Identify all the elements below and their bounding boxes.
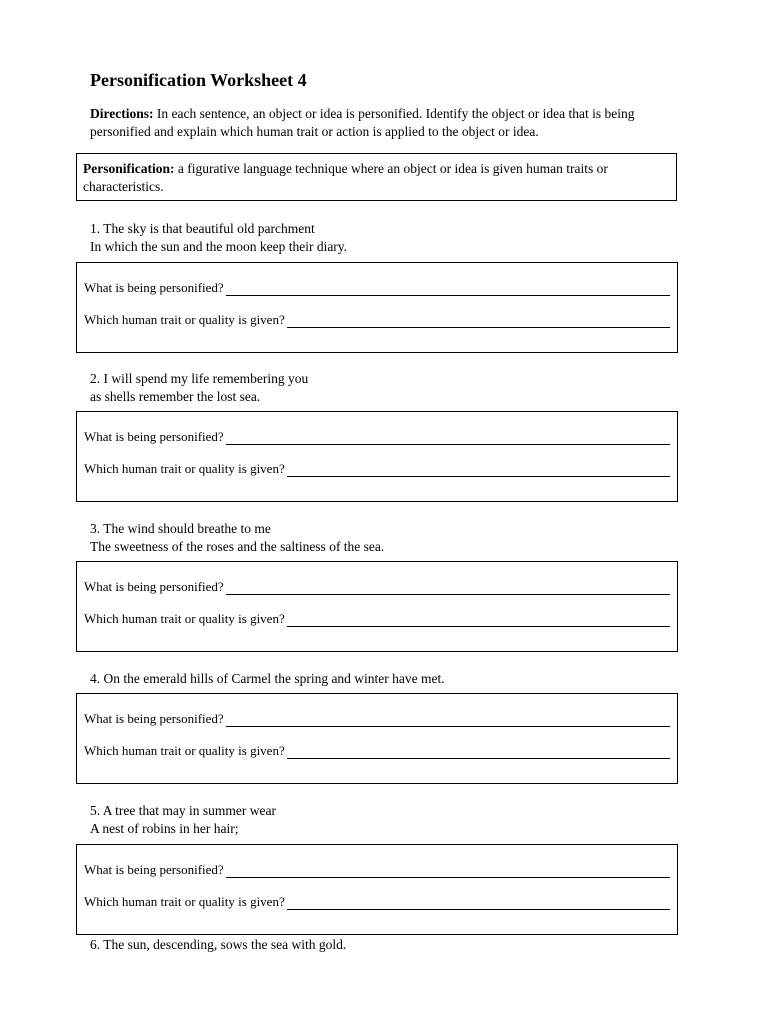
answer-box-3 [76, 561, 678, 652]
directions [90, 105, 690, 141]
prompt-what: What is being personified? [84, 862, 224, 877]
answer-blank[interactable] [226, 282, 670, 296]
answer-box-5 [76, 844, 678, 935]
directions-label: Directions: [90, 106, 154, 121]
question-5-line-2: A nest of robins in her hair; [90, 821, 239, 836]
answer-line-what[interactable] [84, 579, 670, 595]
answer-blank[interactable] [287, 613, 670, 627]
question-3-line-2: The sweetness of the roses and the saltiness of the sea. [90, 539, 385, 554]
question-1-line-2: In which the sun and the moon keep their diary. [90, 239, 348, 254]
definition-text: a figurative language technique where an object or idea is given human traits or characteristics. [83, 161, 608, 194]
question-2-line-1: 2. I will spend my life remembering you [90, 371, 309, 386]
answer-blank[interactable] [287, 314, 670, 328]
answer-line-what[interactable] [84, 280, 670, 296]
answer-line-trait[interactable] [84, 461, 670, 477]
prompt-trait: Which human trait or quality is given? [84, 611, 285, 626]
question-3-line-1: 3. The wind should breathe to me [90, 521, 271, 536]
definition-box [76, 153, 677, 201]
prompt-trait: Which human trait or quality is given? [84, 894, 285, 909]
answer-line-what[interactable] [84, 862, 670, 878]
prompt-trait: Which human trait or quality is given? [84, 461, 285, 476]
answer-line-trait[interactable] [84, 894, 670, 910]
answer-box-1 [76, 262, 678, 353]
question-4-line-1: 4. On the emerald hills of Carmel the spring and winter have met. [90, 671, 445, 686]
answer-blank[interactable] [226, 431, 670, 445]
question-5-line-1: 5. A tree that may in summer wear [90, 803, 276, 818]
prompt-what: What is being personified? [84, 579, 224, 594]
answer-line-trait[interactable] [84, 312, 670, 328]
prompt-trait: Which human trait or quality is given? [84, 743, 285, 758]
answer-blank[interactable] [287, 745, 670, 759]
directions-text: In each sentence, an object or idea is personified. Identify the object or idea that is being personified and explain which human trait or action is applied to the object or idea. [90, 106, 635, 139]
prompt-trait: Which human trait or quality is given? [84, 312, 285, 327]
answer-line-trait[interactable] [84, 743, 670, 759]
answer-line-what[interactable] [84, 429, 670, 445]
answer-blank[interactable] [226, 581, 670, 595]
answer-box-4 [76, 693, 678, 784]
answer-box-2 [76, 411, 678, 502]
prompt-what: What is being personified? [84, 280, 224, 295]
prompt-what: What is being personified? [84, 429, 224, 444]
question-2-line-2: as shells remember the lost sea. [90, 389, 261, 404]
definition-label: Personification: [83, 161, 175, 176]
worksheet-title: Personification Worksheet 4 [90, 70, 307, 90]
answer-line-trait[interactable] [84, 611, 670, 627]
answer-blank[interactable] [226, 864, 670, 878]
question-1-line-1: 1. The sky is that beautiful old parchment [90, 221, 315, 236]
answer-blank[interactable] [287, 463, 670, 477]
question-6-line-1: 6. The sun, descending, sows the sea with gold. [90, 937, 347, 952]
answer-blank[interactable] [287, 896, 670, 910]
answer-line-what[interactable] [84, 711, 670, 727]
prompt-what: What is being personified? [84, 711, 224, 726]
answer-blank[interactable] [226, 713, 670, 727]
